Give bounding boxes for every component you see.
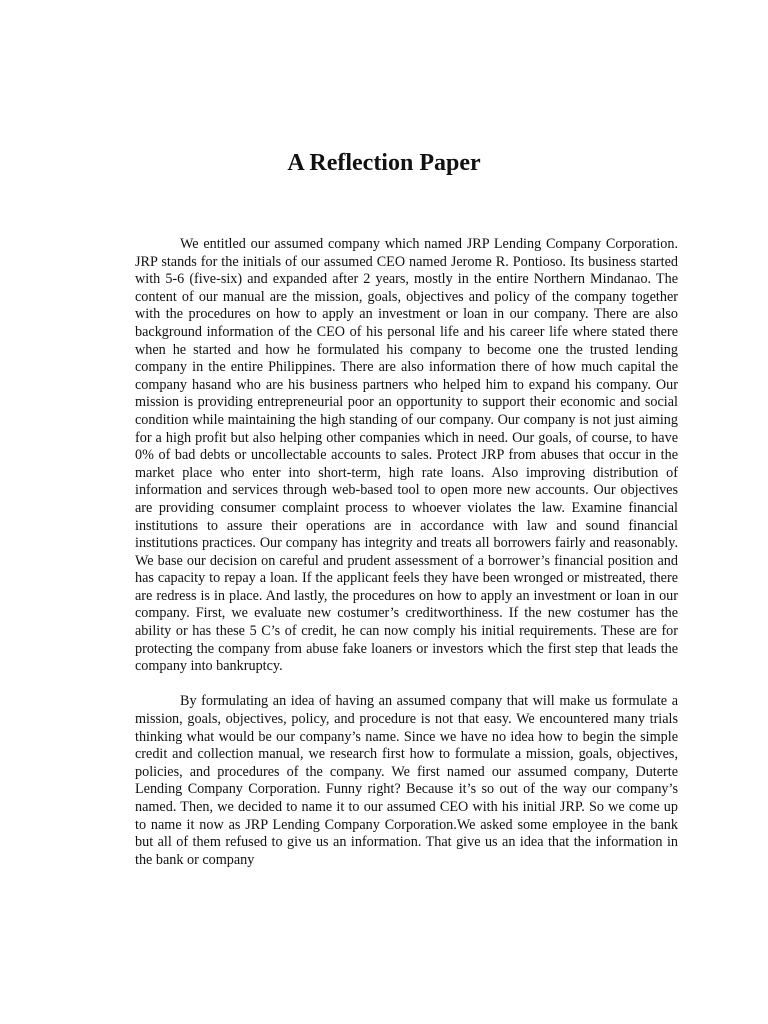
paragraph-2: By formulating an idea of having an assumed company that will make us formulate a mission, goals, objectives, policy, and procedure is not that easy. We encountered many trials thinking what would be our company’s name. Since we have no idea how to begin the simple credit and collection manual, we research first how to formulate a mission, goals, objectives, policies, and procedures of the company. We first named our assumed company, Duterte Lending Company Corporation. Funny right? Because it’s so out of the way our company’s named. Then, we decided to name it to our assumed CEO with his initial JRP. So we come up to name it now as JRP Lending Company Corporation.We asked some employee in the bank but all of them refused to give us an information. That give us an idea that the information in the bank or company [135,693,678,868]
paragraph-1: We entitled our assumed company which named JRP Lending Company Corporation. JRP stands for the initials of our assumed CEO named Jerome R. Pontioso. Its business started with 5-6 (five-six) and expanded after 2 years, mostly in the entire Northern Mindanao. The content of our manual are the mission, goals, objectives and policy of the company together with the procedures on how to apply an investment or loan in our company. There are also background information of the CEO of his personal life and his career life where stated there when he started and how he formulated his company to become one the trusted lending company in the entire Philippines. There are also information there of how much capital the company hasand who are his business partners who helped him to expand his company. Our mission is providing entrepreneurial poor an opportunity to support their economic and social condition while maintaining the high standing of our company. Our company is not just aiming for a high profit but also helping other companies which in need. Our goals, of course, to have 0% of bad debts or uncollectable accounts to sales. Protect JRP from abuses that occur in the market place who enter into short-term, high rate loans. Also improving distribution of information and services through web-based tool to open more new accounts. Our objectives are providing consumer complaint process to whoever violates the law. Examine financial institutions to assure their operations are in accordance with law and sound financial institutions practices. Our company has integrity and treats all borrowers fairly and reasonably. We base our decision on careful and prudent assessment of a borrower’s financial position and has capacity to repay a loan. If the applicant feels they have been wronged or mistreated, there are redress is in place. And lastly, the procedures on how to apply an investment or loan in our company. First, we evaluate new costumer’s creditworthiness. If the new costumer has the ability or has these 5 C’s of credit, he can now comply his initial requirements. These are for protecting the company from abuse fake loaners or investors which the first step that leads the company into bankruptcy. [135,236,678,675]
document-body [135,236,678,869]
document-title: A Reflection Paper [287,150,481,176]
